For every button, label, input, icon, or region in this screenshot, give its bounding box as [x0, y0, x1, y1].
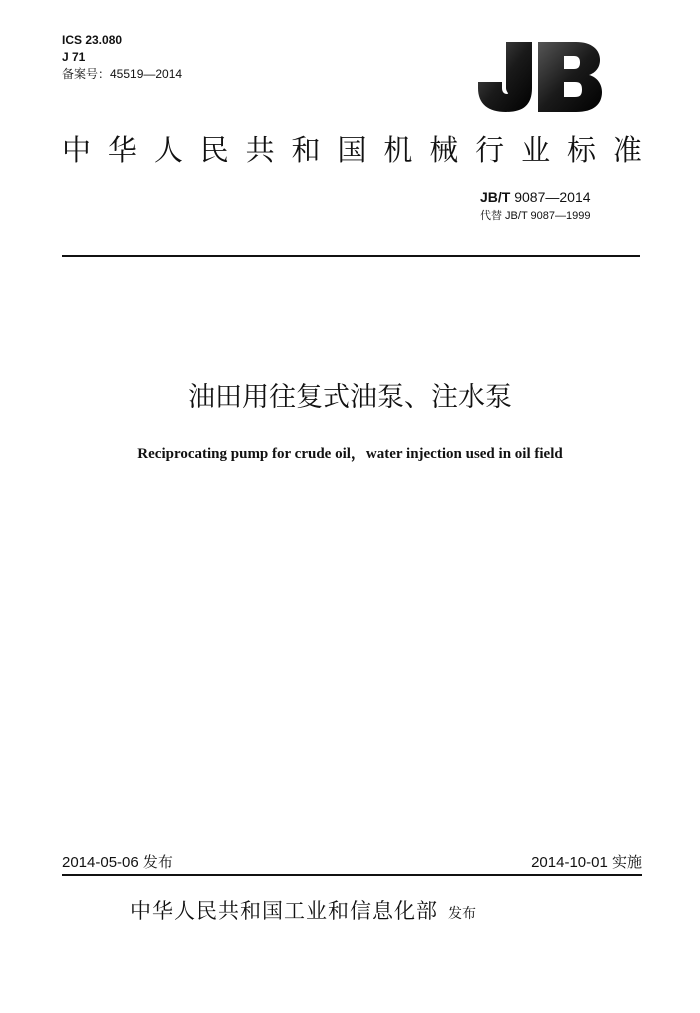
org-title-char: 和	[291, 133, 321, 167]
standard-code: 9087—2014	[510, 189, 591, 205]
org-title-char: 械	[429, 133, 459, 167]
organization-title	[62, 130, 642, 170]
publisher-suffix: 发布	[448, 906, 476, 922]
standard-number	[480, 189, 591, 205]
replaces-standard: 代替 JB/T 9087—1999	[480, 210, 591, 222]
org-title-char: 中	[62, 133, 92, 167]
org-title-char: 行	[475, 133, 505, 167]
top-divider	[62, 255, 640, 257]
org-title-char: 标	[566, 133, 596, 167]
title-chinese: 油田用往复式油泵、注水泵	[188, 382, 512, 413]
org-title-char: 民	[199, 133, 229, 167]
publisher-name: 中华人民共和国工业和信息化部	[130, 899, 438, 923]
bottom-divider	[62, 874, 642, 876]
title-english: Reciprocating pump for crude oil，water injection used in oil field	[137, 446, 563, 462]
org-title-char: 国	[337, 133, 367, 167]
org-title-char: 共	[245, 133, 275, 167]
org-title-char: 业	[521, 133, 551, 167]
ccs-code: J 71	[62, 50, 86, 64]
org-title-char: 机	[383, 133, 413, 167]
org-title-char: 准	[612, 133, 642, 167]
implementation-date: 2014-10-01 实施	[531, 854, 642, 871]
jb-logo	[476, 40, 604, 114]
issue-date: 2014-05-06 发布	[62, 854, 173, 871]
standard-prefix: JB/T	[480, 189, 511, 205]
org-title-char: 人	[153, 133, 183, 167]
org-title-char: 华	[107, 133, 137, 167]
record-number: 备案号：45519—2014	[62, 67, 183, 81]
publisher	[130, 896, 476, 929]
ics-code: ICS 23.080	[62, 33, 123, 47]
